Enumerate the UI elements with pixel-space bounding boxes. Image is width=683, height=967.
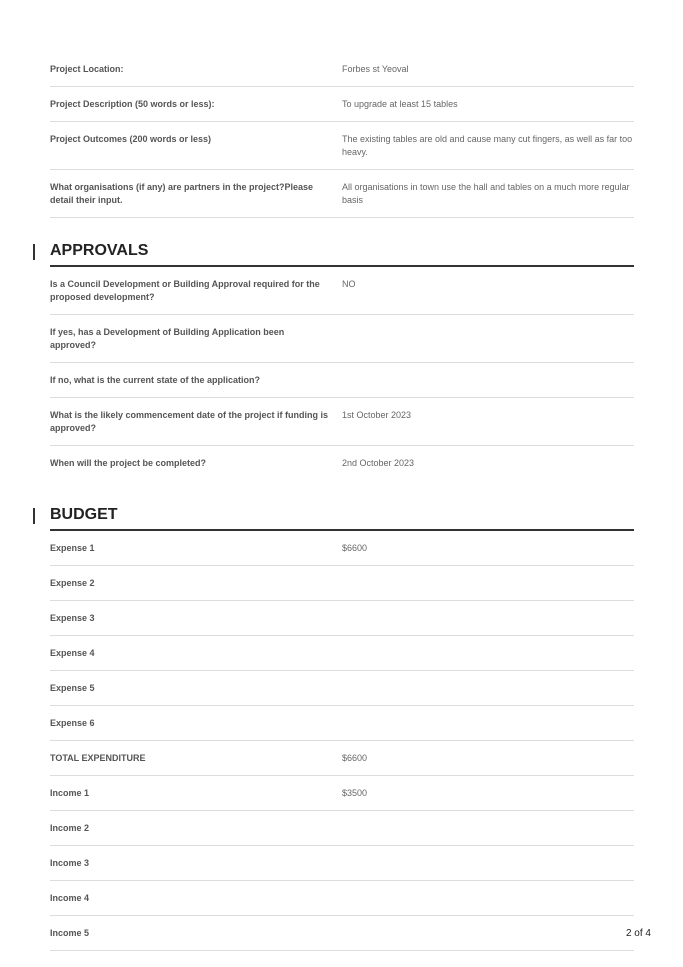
field-value: Forbes st Yeoval <box>342 64 409 74</box>
field-label: Expense 5 <box>50 683 95 693</box>
field-value: $6600 <box>342 753 368 763</box>
page-number: 2 of 4 <box>625 928 651 939</box>
field-label: Income 2 <box>50 823 90 833</box>
field-value <box>342 577 634 590</box>
field-value: $3500 <box>342 788 368 798</box>
field-value <box>342 892 634 905</box>
field-value <box>342 326 634 352</box>
budget-row-expense-6 <box>50 706 634 741</box>
project-partners-row <box>50 170 634 218</box>
field-label: TOTAL EXPENDITURE <box>50 753 146 763</box>
completion-date-row <box>50 446 634 480</box>
field-value: The existing tables are old and cause many cut fingers, as well as far too heavy. <box>342 134 633 157</box>
project-description-row <box>50 87 634 122</box>
field-label: Expense 3 <box>50 613 95 623</box>
field-label: Is a Council Development or Building Approval required for the proposed development? <box>50 279 320 302</box>
field-label: What organisations (if any) are partners in the project?Please detail their input. <box>50 182 314 205</box>
section-marker <box>33 244 35 260</box>
field-value <box>342 612 634 625</box>
field-label: Income 4 <box>50 893 90 903</box>
budget-row-income-3 <box>50 846 634 881</box>
field-label: If no, what is the current state of the application? <box>50 375 261 385</box>
budget-section <box>50 531 634 951</box>
budget-row-income-1 <box>50 776 634 811</box>
approvals-title-text: APPROVALS <box>50 242 149 259</box>
field-label: Expense 2 <box>50 578 95 588</box>
application-state-row <box>50 363 634 398</box>
field-value: To upgrade at least 15 tables <box>342 99 458 109</box>
field-value <box>342 682 634 695</box>
budget-row-expense-5 <box>50 671 634 706</box>
field-value <box>342 927 634 940</box>
field-value <box>342 822 634 835</box>
field-value: 1st October 2023 <box>342 410 412 420</box>
field-value: 2nd October 2023 <box>342 458 415 468</box>
field-label: Income 1 <box>50 788 90 798</box>
field-value <box>342 717 634 730</box>
field-value <box>342 647 634 660</box>
budget-row-expense-1 <box>50 531 634 566</box>
field-label: Income 5 <box>50 928 90 938</box>
field-value: $6600 <box>342 543 368 553</box>
approval-required-row <box>50 267 634 315</box>
field-label: If yes, has a Development of Building Application been approved? <box>50 327 285 350</box>
field-label: When will the project be completed? <box>50 458 207 468</box>
project-location-row <box>50 52 634 87</box>
approvals-section <box>50 267 634 480</box>
application-approved-row <box>50 315 634 363</box>
field-label: Project Description (50 words or less): <box>50 99 215 109</box>
section-marker <box>33 508 35 524</box>
budget-row-total-expenditure <box>50 741 634 776</box>
budget-row-expense-2 <box>50 566 634 601</box>
budget-row-income-4 <box>50 881 634 916</box>
field-value: NO <box>342 279 356 289</box>
budget-heading <box>50 506 634 531</box>
budget-row-expense-4 <box>50 636 634 671</box>
budget-title-text: BUDGET <box>50 506 118 523</box>
budget-row-income-2 <box>50 811 634 846</box>
budget-row-income-5 <box>50 916 634 951</box>
field-label: Income 3 <box>50 858 90 868</box>
budget-row-expense-3 <box>50 601 634 636</box>
field-label: Expense 4 <box>50 648 95 658</box>
field-value <box>342 857 634 870</box>
commencement-date-row <box>50 398 634 446</box>
field-label: What is the likely commencement date of the project if funding is approved? <box>50 410 329 433</box>
field-value <box>342 374 634 387</box>
field-label: Expense 6 <box>50 718 95 728</box>
project-details-section <box>50 52 634 218</box>
field-label: Expense 1 <box>50 543 95 553</box>
field-label: Project Outcomes (200 words or less) <box>50 134 212 144</box>
field-value: All organisations in town use the hall and tables on a much more regular basis <box>342 182 630 205</box>
field-label: Project Location: <box>50 64 124 74</box>
approvals-heading <box>50 242 634 267</box>
project-outcomes-row <box>50 122 634 170</box>
